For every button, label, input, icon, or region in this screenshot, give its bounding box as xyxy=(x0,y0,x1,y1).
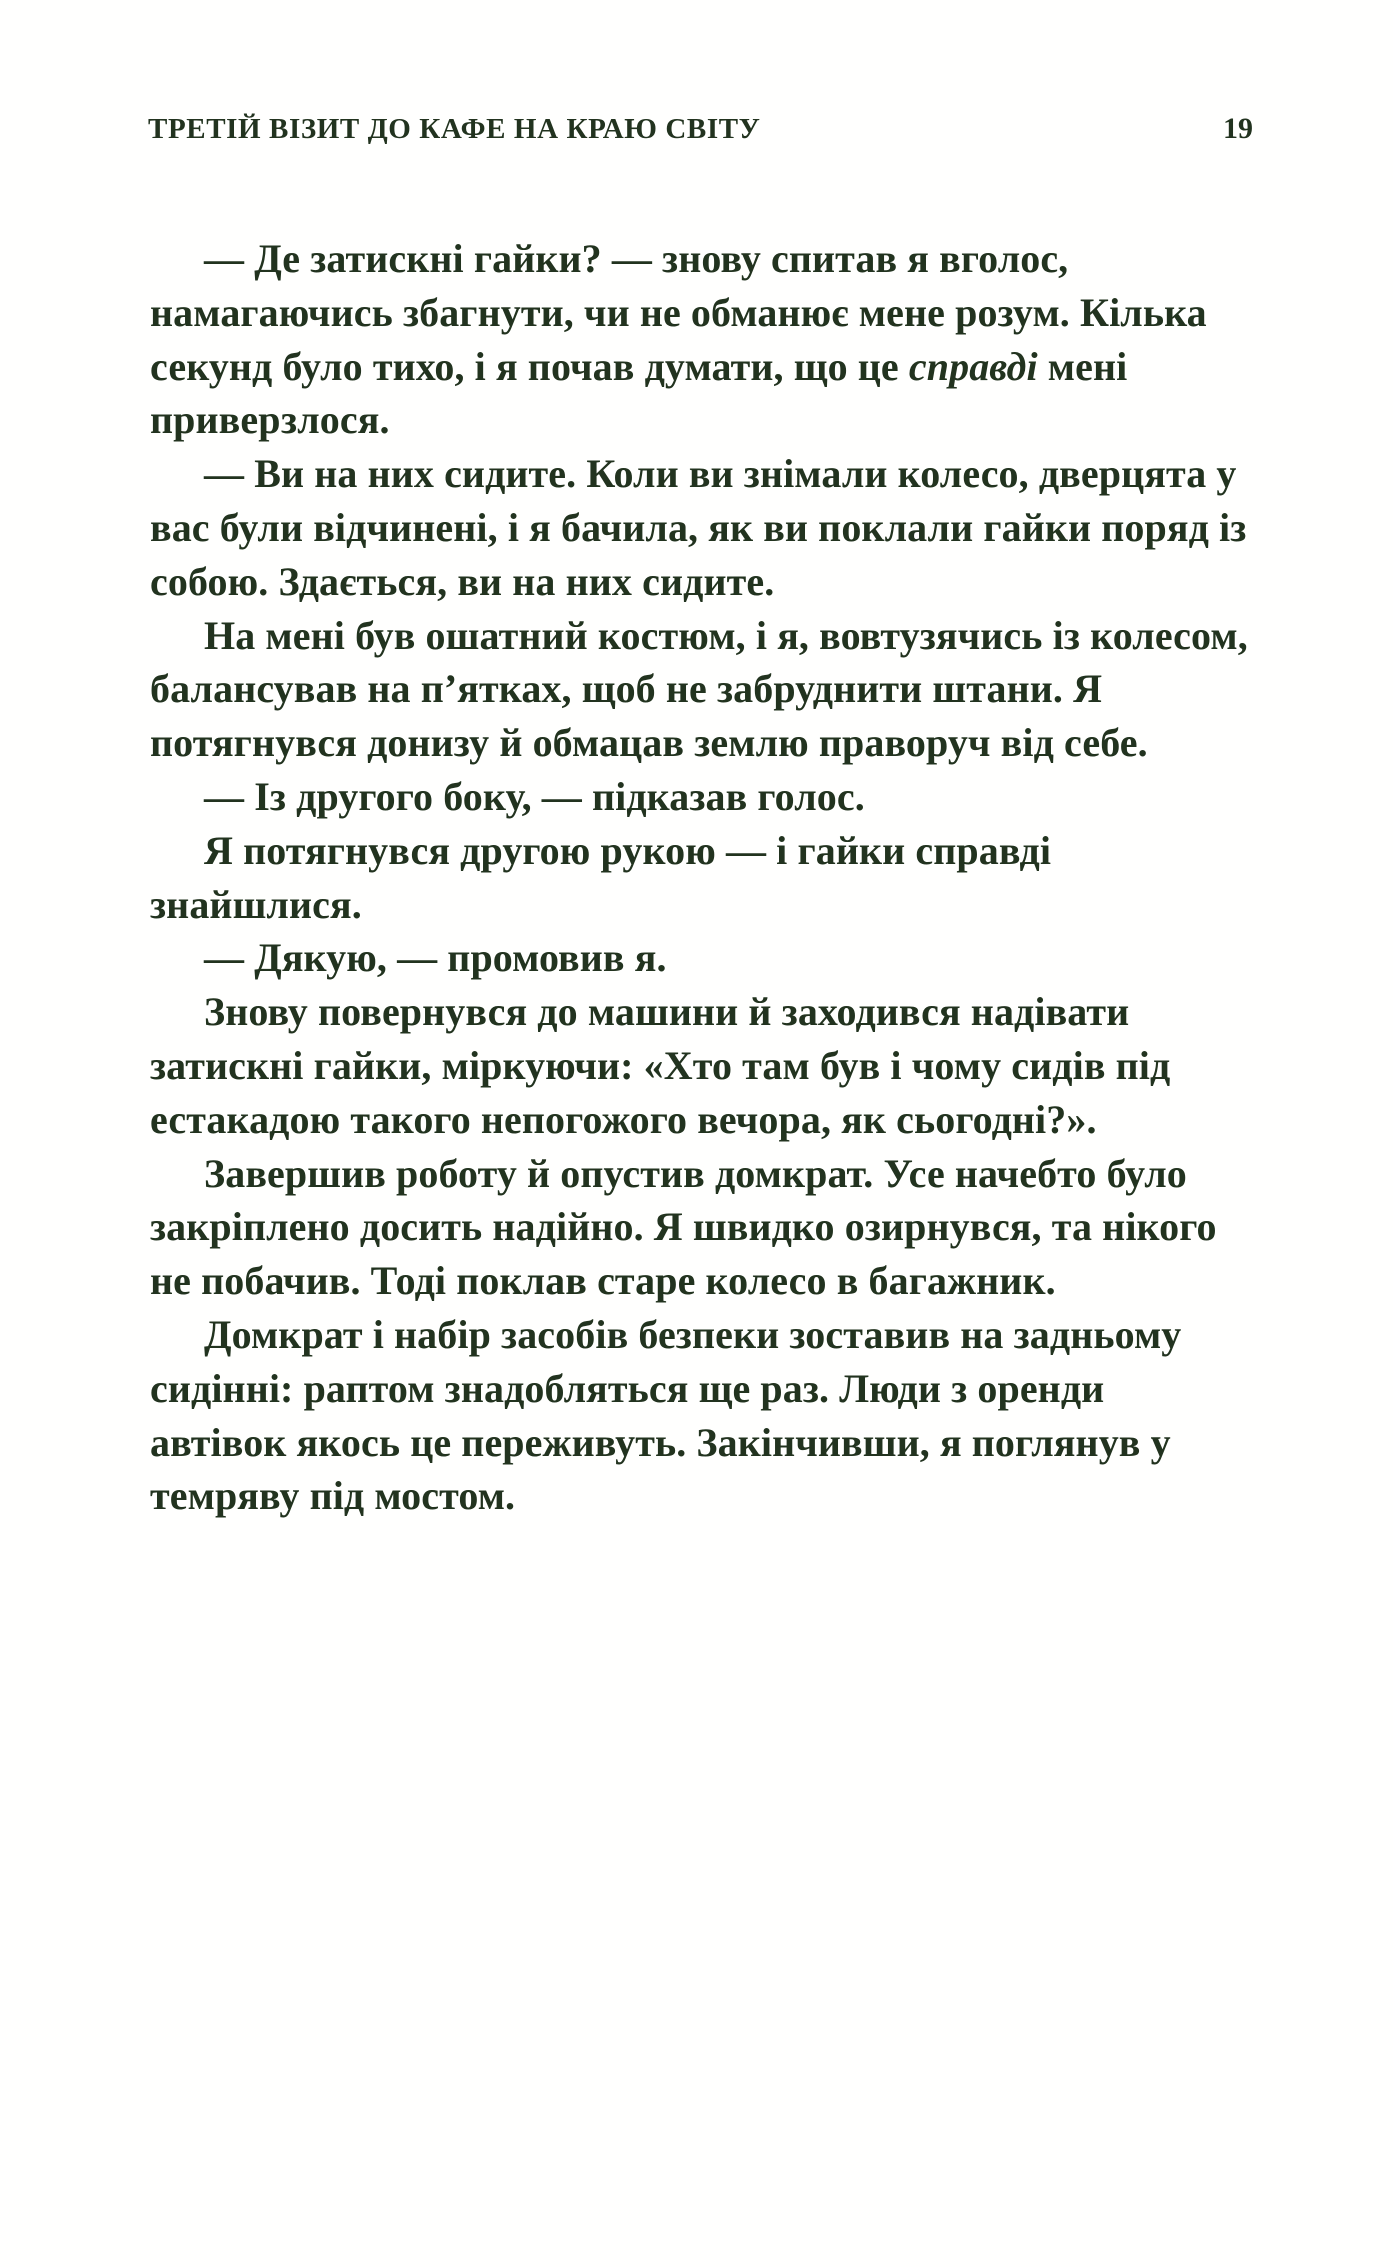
paragraph-9-text: Домкрат і набір засобів безпеки зоставив на задньому сидінні: раптом знадобляться ще раз. Люди з оренди автівок якось це переживуть. Закінчивши, я поглянув у темряву під мостом. xyxy=(150,1311,1182,1519)
paragraph-2-text: — Ви на них сидите. Коли ви знімали колесо, дверцята у вас були відчинені, і я бачила, як ви поклали гайки поряд із собою. Здається, ви на них сидите. xyxy=(150,451,1247,604)
paragraph-9 xyxy=(150,1308,1250,1523)
running-title: ТРЕТІЙ ВІЗИТ ДО КАФЕ НА КРАЮ СВІТУ xyxy=(148,113,761,145)
paragraph-5-text: Я потягнувся другою рукою — і гайки справді знайшлися. xyxy=(150,827,1052,927)
paragraph-6 xyxy=(150,931,1250,985)
paragraph-5 xyxy=(150,824,1250,932)
body-text xyxy=(150,232,1250,1523)
paragraph-7 xyxy=(150,985,1250,1146)
page-number: 19 xyxy=(1223,112,1253,145)
paragraph-4-text: — Із другого боку, — підказав голос. xyxy=(204,773,865,819)
paragraph-6-text: — Дякую, — промовив я. xyxy=(204,935,667,981)
paragraph-8 xyxy=(150,1147,1250,1308)
paragraph-3 xyxy=(150,609,1250,770)
paragraph-3-text: На мені був ошатний костюм, і я, вовтузячись із колесом, балансував на п’ятках, щоб не забруднити штани. Я потягнувся донизу й обмацав землю праворуч від себе. xyxy=(150,612,1248,766)
paragraph-1-text: — Де затискні гайки? — знову спитав я вголос, намагаючись збагнути, чи не обманює мене розум. Кілька секунд було тихо, і я почав думати, що це справді мені приверзлося. xyxy=(150,236,1207,443)
page-header xyxy=(148,112,1253,146)
paragraph-2 xyxy=(150,447,1250,608)
paragraph-4 xyxy=(150,770,1250,824)
paragraph-1 xyxy=(150,232,1250,447)
paragraph-8-text: Завершив роботу й опустив домкрат. Усе начебто було закріплено досить надійно. Я швидко озирнувся, та нікого не побачив. Тоді поклав старе колесо в багажник. xyxy=(150,1150,1217,1304)
emphasis-text: справді xyxy=(908,343,1038,389)
paragraph-7-text: Знову повернувся до машини й заходився надівати затискні гайки, міркуючи: «Хто там був і чому сидів під естакадою такого непогожого вечора, як сьогодні?». xyxy=(150,989,1171,1142)
